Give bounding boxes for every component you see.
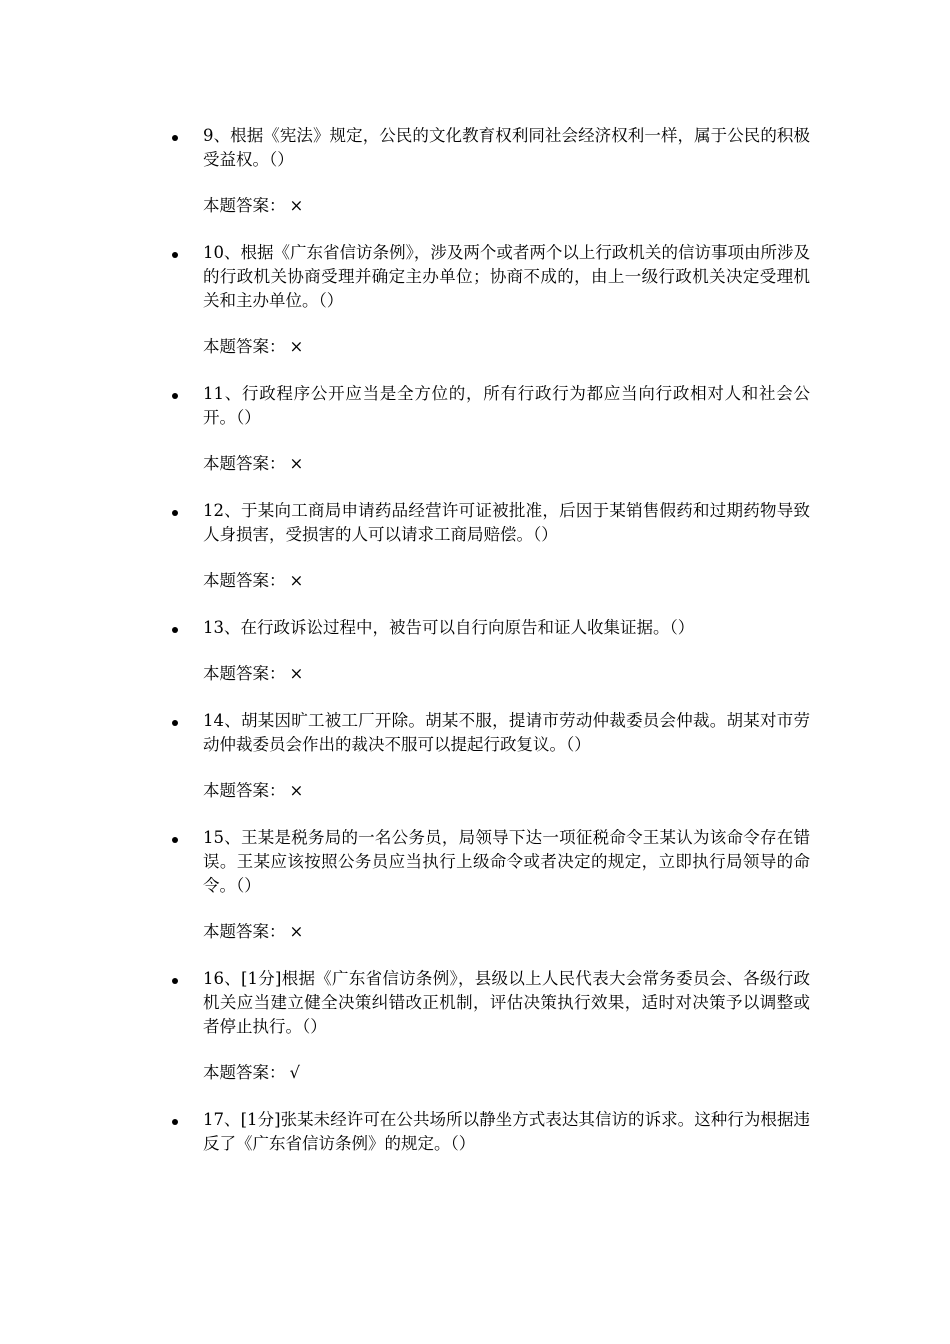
bullet-icon [172, 135, 178, 141]
list-item [0, 382, 950, 476]
answer-label: 本题答案： [203, 781, 286, 800]
question-text: 12、于某向工商局申请药品经营许可证被批准，后因于某销售假药和过期药物导致人身损害，受损害的人可以请求工商局赔偿。（） [203, 501, 810, 544]
answer-line [203, 569, 810, 593]
list-item [0, 709, 950, 803]
question-list [0, 124, 950, 1156]
answer-value: × [289, 664, 304, 683]
bullet-icon [172, 393, 178, 399]
answer-value: √ [289, 1063, 301, 1082]
list-item [0, 124, 950, 218]
bullet-icon [172, 627, 178, 633]
answer-line [203, 1061, 810, 1085]
answer-line [203, 335, 810, 359]
answer-line [203, 452, 810, 476]
bullet-icon [172, 1119, 178, 1125]
answer-value: × [289, 196, 304, 215]
answer-value: × [289, 571, 304, 590]
question-text: 15、王某是税务局的一名公务员，局领导下达一项征税命令王某认为该命令存在错误。王某应该按照公务员应当执行上级命令或者决定的规定，立即执行局领导的命令。（） [203, 828, 810, 895]
list-item [0, 616, 950, 686]
answer-value: × [289, 337, 304, 356]
answer-label: 本题答案： [203, 571, 286, 590]
question-text: 10、根据《广东省信访条例》，涉及两个或者两个以上行政机关的信访事项由所涉及的行政机关协商受理并确定主办单位；协商不成的，由上一级行政机关决定受理机关和主办单位。（） [203, 243, 810, 310]
list-item [0, 1108, 950, 1156]
answer-line [203, 779, 810, 803]
question-text: 16、[1分]根据《广东省信访条例》，县级以上人民代表大会常务委员会、各级行政机关应当建立健全决策纠错改正机制，评估决策执行效果，适时对决策予以调整或者停止执行。（） [203, 969, 810, 1036]
answer-label: 本题答案： [203, 664, 286, 683]
question-text: 11、行政程序公开应当是全方位的，所有行政行为都应当向行政相对人和社会公开。（） [203, 384, 810, 427]
question-text: 13、在行政诉讼过程中，被告可以自行向原告和证人收集证据。（） [203, 618, 695, 637]
answer-value: × [289, 922, 304, 941]
list-item [0, 241, 950, 359]
question-text: 14、胡某因旷工被工厂开除。胡某不服，提请市劳动仲裁委员会仲裁。胡某对市劳动仲裁委员会作出的裁决不服可以提起行政复议。（） [203, 711, 810, 754]
bullet-icon [172, 510, 178, 516]
answer-line [203, 194, 810, 218]
answer-label: 本题答案： [203, 454, 286, 473]
answer-label: 本题答案： [203, 337, 286, 356]
answer-line [203, 662, 810, 686]
list-item [0, 826, 950, 944]
bullet-icon [172, 252, 178, 258]
list-item [0, 499, 950, 593]
bullet-icon [172, 720, 178, 726]
bullet-icon [172, 978, 178, 984]
answer-value: × [289, 781, 304, 800]
answer-label: 本题答案： [203, 196, 286, 215]
answer-label: 本题答案： [203, 922, 286, 941]
answer-value: × [289, 454, 304, 473]
bullet-icon [172, 837, 178, 843]
answer-label: 本题答案： [203, 1063, 286, 1082]
question-text: 9、根据《宪法》规定，公民的文化教育权利同社会经济权利一样，属于公民的积极受益权。（） [203, 126, 810, 169]
answer-line [203, 920, 810, 944]
question-text: 17、[1分]张某未经许可在公共场所以静坐方式表达其信访的诉求。这种行为根据违反了《广东省信访条例》的规定。（） [203, 1110, 810, 1153]
list-item [0, 967, 950, 1085]
